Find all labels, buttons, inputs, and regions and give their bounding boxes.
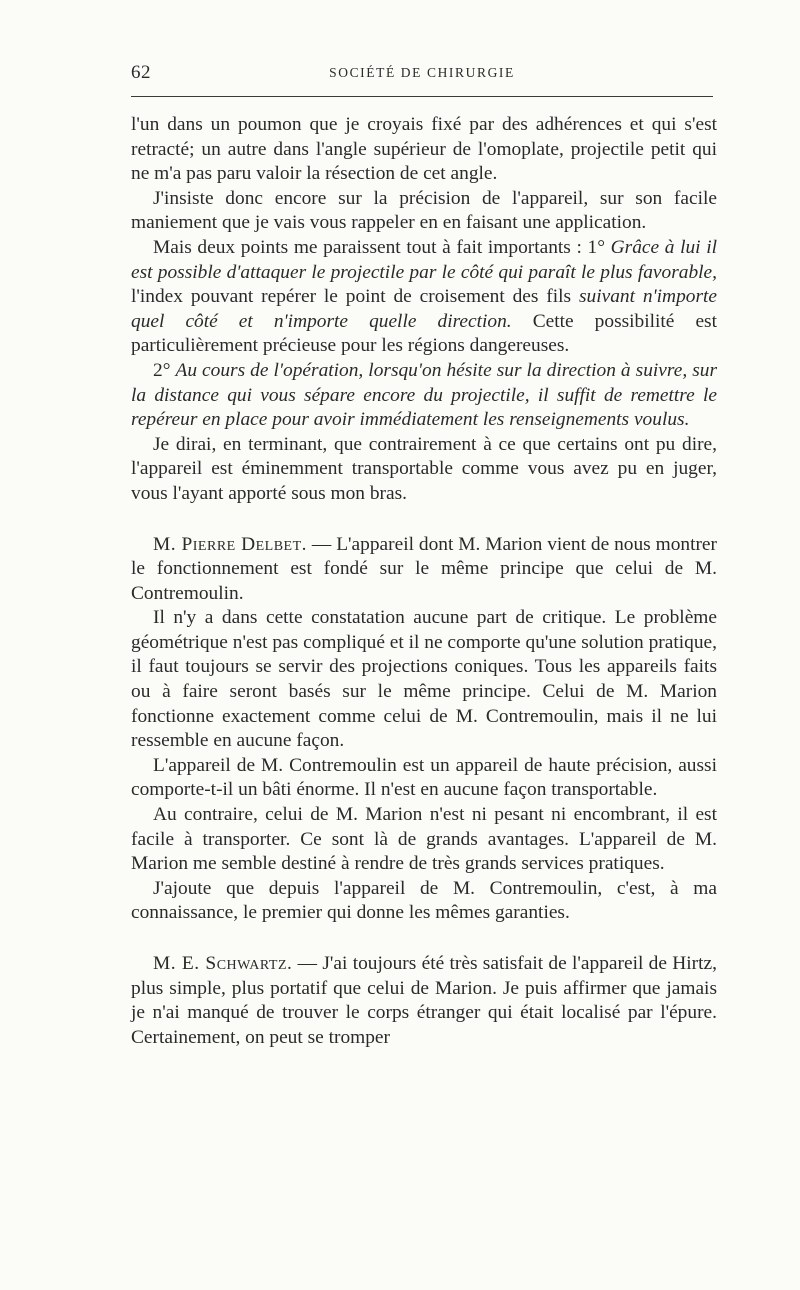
paragraph-3-italic-1: Grâce à lui il est possible d'attaquer le projectile par le côté qui paraît le plus favorable, — [131, 236, 717, 283]
paragraph-8: L'appareil de M. Contremoulin est un appareil de haute précision, aussi comporte-t-il un bâti énorme. Il n'est en aucune façon transportable. — [131, 754, 717, 801]
paragraph-3-end: Cette possibilité est particulièrement précieuse pour les régions dangereuses. — [131, 310, 717, 357]
paragraph-6 — [131, 533, 717, 607]
paragraph-3-mid: l'index pouvant repérer le point de croisement des fils — [131, 286, 579, 308]
speaker-schwartz: M. E. Schwartz. — [153, 953, 293, 974]
paragraph-9: Au contraire, celui de M. Marion n'est ni pesant ni encombrant, il est facile à transporter. Ce sont là de grands avantages. L'appareil de M. Marion me semble destiné à rendre de très grands services pratiques. — [131, 804, 717, 875]
paragraph-1: l'un dans un poumon que je croyais fixé par des adhérences et qui s'est retracté; un autre dans l'angle supérieur de l'omoplate, projectile petit qui ne m'a pas paru valoir la résection de cet angle. — [131, 114, 717, 185]
page-number: 62 — [131, 62, 151, 83]
body-text — [131, 113, 717, 1050]
paragraph-5: Je dirai, en terminant, que contrairement à ce que certains ont pu dire, l'appareil est éminemment transportable comme vous avez pu en juger, vous l'ayant apporté sous mon bras. — [131, 433, 717, 504]
paragraph-11 — [131, 952, 717, 1050]
paragraph-3-italic-2: suivant n'importe quel côté et n'importe quelle direction. — [131, 286, 717, 332]
paragraph-10: J'ajoute que depuis l'appareil de M. Contremoulin, c'est, à ma connaissance, le premier qui donne les mêmes garanties. — [131, 877, 717, 924]
paragraph-2: J'insiste donc encore sur la précision de l'appareil, sur son facile maniement que je vais vous rappeler en en faisant une application. — [131, 187, 717, 234]
paragraph-11-text: — J'ai toujours été très satisfait de l'appareil de Hirtz, plus simple, plus portatif que celui de Marion. Je puis affirmer que jamais je n'ai manqué de trouver le corps étranger qui était localisé par l'épure. Certainement, on peut se tromper — [131, 953, 717, 1048]
running-title: SOCIÉTÉ DE CHIRURGIE — [329, 65, 515, 80]
paragraph-7: Il n'y a dans cette constatation aucune part de critique. Le problème géométrique n'est pas compliqué et il ne comporte qu'une solution pratique, il faut toujours se servir des projections coniques. Tous les appareils faits ou à faire seront basés sur le même principe. Celui de M. Marion fonctionne exactement comme celui de M. Contremoulin, mais il ne lui ressemble en aucune façon. — [131, 607, 717, 752]
page-header — [131, 62, 713, 86]
paragraph-6-text: — L'appareil dont M. Marion vient de nous montrer le fonctionnement est fondé sur le même principe que celui de M. Contremoulin. — [131, 533, 717, 604]
paragraph-3-lead: Mais deux points me paraissent tout à fait importants : 1° — [153, 236, 611, 258]
paragraph-4 — [131, 359, 717, 433]
paragraph-3 — [131, 236, 717, 359]
paragraph-4-italic: Au cours de l'opération, lorsqu'on hésite sur la direction à suivre, sur la distance qui vous sépare encore du projectile, il suffit de remettre le repéreur en place pour avoir immédiatement les renseignements voulus. — [131, 359, 717, 431]
paragraph-4-number: 2° — [153, 359, 176, 381]
header-rule — [131, 96, 713, 97]
speaker-delbet: M. Pierre Delbet. — [153, 533, 308, 555]
